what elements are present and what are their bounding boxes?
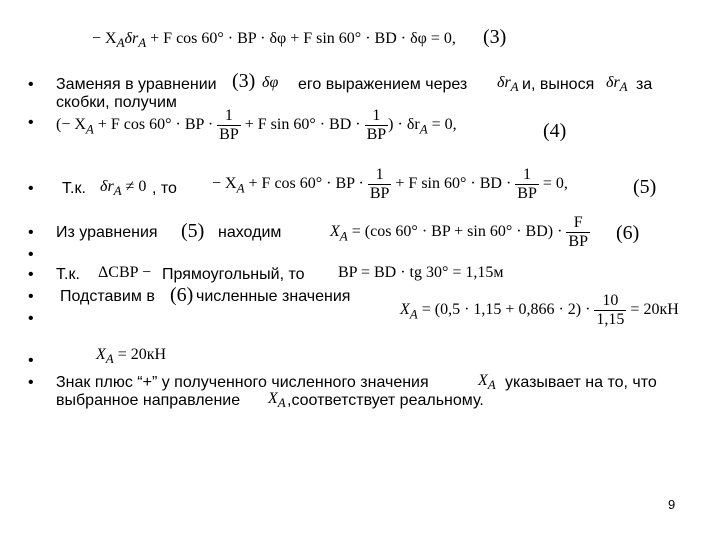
equation-5: − $X_A + F$ cos 60° · BP · $\frac{1}{BP}$ + F sin 60° · BD · $\frac{1}{BP}$ = 0, [212,166,568,202]
symbol-delta-ra: $\delta r_A$ [497,74,519,95]
text-conclusion-c: выбранное направление [56,392,241,409]
text-brackets-obtain: скобки, получим [56,94,177,111]
bullet: • [28,288,34,305]
equation-3: − $X_A\delta r_A + F$ cos 60° · BP · δφ + F sin 60° · BD · δφ = 0, [92,30,456,51]
bullet: • [28,310,34,327]
text-right-angled: Прямоугольный, то [162,266,305,283]
fraction: $\frac{1}{BP}$ [369,166,390,202]
text-from-equation: Из уравнения [56,224,158,241]
text-taking-out: и, вынося [522,76,595,93]
text-substitute: Подставим в [60,288,155,305]
fraction: $\frac{F}{BP}$ [568,214,588,250]
eq-ref-5: (5) [181,220,205,242]
symbol-xa: $X_A$ [478,372,496,393]
bullet: • [28,374,34,391]
symbol-delta-phi: δφ [262,74,279,91]
equation-4-number: (4) [543,120,567,142]
eq-ref-3: (3) [232,70,256,92]
fraction: $\frac{10}{1,15}$ [596,292,625,328]
bullet: • [28,352,34,369]
text-expression-through: его выражением через [298,76,468,93]
symbol-delta-ra-2: $\delta r_A$ [606,74,628,95]
bullet: • [28,180,34,197]
fraction: $\frac{1}{BP}$ [366,107,387,143]
page-number: 9 [668,497,676,512]
text-since-2: Т.к. [56,266,80,283]
text-conclusion-b: указывает на то, что [505,374,657,391]
equation-4: (− $X_A + F$ cos 60° · BP · $\frac{1}{BP}$ + F sin 60° · BD · $\frac{1}{BP}$ ) · $\delta r_A = 0$, [56,107,457,143]
eq-ref-6: (6) [170,284,194,306]
fraction: $\frac{1}{BP}$ [219,107,239,143]
equation-5-number: (5) [633,176,657,198]
result-xa: $X_A = 20кН$ [96,346,167,367]
equation-6-number: (6) [616,222,640,244]
equation-7: $X_A = (0,5 \cdot 1,15 + 0,866 \cdot 2)$ · $\frac{10}{1,15}$ = 20кН [400,292,679,328]
equation-3-number: (3) [483,26,507,48]
text-conclusion-a: Знак плюс “+” у полученного численного значения [56,374,429,391]
bullet: • [28,266,34,283]
text-beyond: за [636,76,653,93]
symbol-xa-2: $X_A$ [268,390,286,411]
equation-6: $X_A = (\cos$ 60° · BP + sin 60° · BD) · $\frac{F}{BP}$ [330,214,588,250]
text-replace-line: Заменяя в уравнении [56,76,217,93]
bullet: • [28,76,34,93]
text-then: , то [152,180,177,197]
bullet: • [28,246,34,263]
formula-bp: BP = BD · tg 30° = 1,15м [338,264,504,281]
condition-delta-ra-nonzero: $\delta r_A \ne 0$ [100,178,147,199]
text-conclusion-d: ,соответствует реальному. [287,392,484,409]
triangle-cbp: ΔCBP − [98,264,151,281]
bullet: • [28,224,34,241]
text-numeric-values: численные значения [196,288,351,305]
bullet: • [28,114,34,131]
text-since: Т.к. [62,180,86,197]
text-we-find: находим [218,224,282,241]
fraction: $\frac{1}{BP}$ [517,166,537,202]
